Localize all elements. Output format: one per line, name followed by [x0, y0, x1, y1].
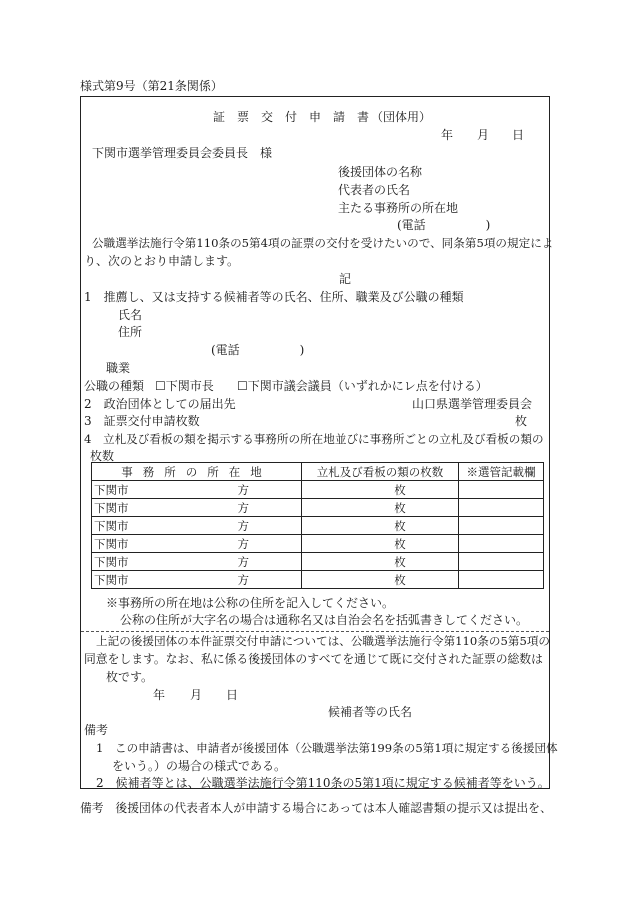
admin-cell — [459, 571, 544, 589]
table-row — [92, 481, 544, 499]
title-char: 申 — [309, 110, 322, 124]
title-char: 票 — [237, 110, 250, 124]
address-cell[interactable] — [92, 535, 302, 553]
table-row — [92, 571, 544, 589]
cell-city: 下関市 — [94, 536, 129, 551]
table-header: ※選管記載欄 — [459, 463, 544, 481]
form-number-label: 様式第9号（第21条関係） — [80, 79, 223, 93]
consent-year: 年 — [153, 688, 166, 702]
cell-mai: 枚 — [394, 572, 406, 587]
address-cell[interactable] — [92, 517, 302, 535]
table-header: 事務所の所在地 — [92, 463, 302, 481]
cell-kata: 方 — [237, 572, 249, 587]
admin-cell — [459, 535, 544, 553]
checkbox-mayor[interactable]: ☐下関市長 — [155, 379, 214, 393]
intro-text: 公職選挙法施行令第110条の5第4項の証票の交付を受けたいので、同条第5項の規定によ — [92, 236, 554, 250]
item-2-heading: 2 政治団体としての届出先 — [84, 397, 236, 411]
date-month: 月 — [477, 128, 490, 142]
item-1-heading: 1 推薦し、又は支持する候補者等の氏名、住所、職業及び公職の種類 — [84, 290, 464, 304]
applicant-rep-name: 代表者の氏名 — [338, 183, 411, 197]
ki-heading: 記 — [339, 272, 352, 286]
table-row — [92, 535, 544, 553]
date-year: 年 — [441, 128, 454, 142]
candidate-phone: (電話 ) — [211, 343, 305, 357]
applicant-org-name: 後援団体の名称 — [338, 165, 423, 179]
cell-mai: 枚 — [394, 500, 406, 515]
office-type-label: 公職の種類 — [84, 379, 145, 393]
count-cell[interactable] — [302, 517, 459, 535]
office-table — [91, 462, 544, 589]
address-cell[interactable] — [92, 499, 302, 517]
item-4-heading: 4 立札及び看板の類を掲示する事務所の所在地並びに事務所ごとの立札及び看板の類の — [84, 432, 544, 446]
title-char: 付 — [285, 110, 298, 124]
consent-text: 枚です。 — [106, 670, 154, 684]
table-header: 立札及び看板の類の枚数 — [302, 463, 459, 481]
consent-month: 月 — [190, 688, 203, 702]
title-char: 交 — [261, 110, 274, 124]
cell-city: 下関市 — [94, 554, 129, 569]
title-char: （団体用） — [371, 110, 432, 124]
title-char: 請 — [333, 110, 346, 124]
applicant-office-address: 主たる事務所の所在地 — [338, 201, 459, 215]
table-note: 公称の住所が大字名の場合は通称名又は自治会名を括弧書きしてください。 — [120, 613, 529, 627]
count-cell[interactable] — [302, 553, 459, 571]
count-cell[interactable] — [302, 571, 459, 589]
cell-mai: 枚 — [394, 536, 406, 551]
remark-1: をいう。）の場合の様式である。 — [112, 759, 287, 773]
admin-cell — [459, 517, 544, 535]
table-note: ※事務所の所在地は公称の住所を記入してください。 — [106, 596, 395, 610]
title-char: 証 — [213, 110, 226, 124]
table-row — [92, 517, 544, 535]
item-4-heading: 枚数 — [90, 449, 115, 463]
admin-cell — [459, 499, 544, 517]
cell-mai: 枚 — [394, 554, 406, 569]
count-cell[interactable] — [302, 481, 459, 499]
admin-cell — [459, 481, 544, 499]
cell-kata: 方 — [237, 554, 249, 569]
cell-city: 下関市 — [94, 518, 129, 533]
cell-kata: 方 — [237, 482, 249, 497]
dashed-separator — [81, 631, 549, 632]
footer-remark: 備考 後援団体の代表者本人が申請する場合にあっては本人確認書類の提示又は提出を、 — [80, 801, 552, 815]
candidate-signature-label: 候補者等の氏名 — [328, 705, 413, 719]
table-header-row — [92, 463, 544, 481]
cell-mai: 枚 — [394, 482, 406, 497]
date-day: 日 — [512, 128, 525, 142]
consent-day: 日 — [226, 688, 239, 702]
cell-city: 下関市 — [94, 572, 129, 587]
candidate-name-label: 氏名 — [118, 308, 143, 322]
address-cell[interactable] — [92, 571, 302, 589]
item-3-unit: 枚 — [515, 414, 528, 428]
title-char: 書 — [357, 110, 370, 124]
intro-text: り、次のとおり申請します。 — [84, 254, 240, 268]
applicant-phone: (電話 ) — [397, 218, 491, 232]
consent-text: 上記の後援団体の本件証票交付申請については、公職選挙法施行令第110条の5第5項の — [96, 634, 551, 648]
table-row — [92, 553, 544, 571]
cell-city: 下関市 — [94, 500, 129, 515]
cell-city: 下関市 — [94, 482, 129, 497]
candidate-address-label: 住所 — [118, 325, 143, 339]
admin-cell — [459, 553, 544, 571]
addressee: 下関市選挙管理委員会委員長 様 — [92, 146, 273, 160]
occupation-label: 職業 — [106, 361, 131, 375]
item-3-heading: 3 証票交付申請枚数 — [84, 414, 200, 428]
cell-kata: 方 — [237, 536, 249, 551]
item-2-value: 山口県選挙管理委員会 — [412, 397, 533, 411]
cell-kata: 方 — [237, 500, 249, 515]
remarks-heading: 備考 — [84, 723, 109, 737]
count-cell[interactable] — [302, 535, 459, 553]
cell-kata: 方 — [237, 518, 249, 533]
checkbox-council[interactable]: ☐下関市議会議員（いずれかにレ点を付ける） — [237, 379, 488, 393]
consent-text: 同意をします。なお、私に係る後援団体のすべてを通じて既に交付された証票の総数は — [84, 652, 543, 666]
address-cell[interactable] — [92, 481, 302, 499]
count-cell[interactable] — [302, 499, 459, 517]
table-row — [92, 499, 544, 517]
address-cell[interactable] — [92, 553, 302, 571]
remark-2: 2 候補者等とは、公職選挙法施行令第110条の5第1項に規定する候補者等をいう。 — [96, 776, 550, 790]
remark-1: 1 この申請書は、申請者が後援団体（公職選挙法第199条の5第1項に規定する後援団体 — [96, 741, 558, 755]
cell-mai: 枚 — [394, 518, 406, 533]
